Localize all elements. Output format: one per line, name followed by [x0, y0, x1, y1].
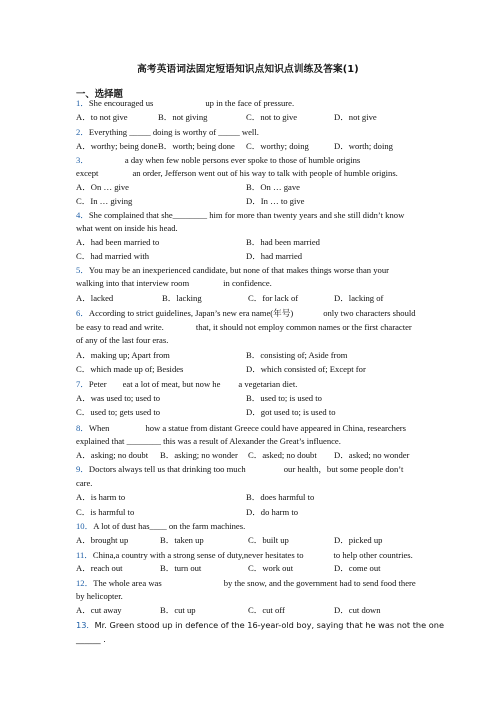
question-1-stem: 1．She encouraged us up in the face of pressure.	[76, 98, 295, 108]
option-a[interactable]: A．reach out	[76, 563, 123, 573]
option-d[interactable]: D．had married	[246, 251, 303, 261]
question-6-stem-line2: be easy to read and write. that, it should not employ common names or the first character	[76, 322, 412, 332]
option-d[interactable]: D．worth; doing	[334, 141, 393, 151]
question-8-stem-line2: explained that ________ this was a result of Alexander the Great’s influence.	[76, 436, 341, 446]
question-7-stem: 7．Peter eat a lot of meat, but now he a vegetarian diet.	[76, 379, 298, 389]
option-d[interactable]: D．not give	[334, 112, 377, 122]
option-b[interactable]: B．turn out	[160, 563, 202, 573]
question-13-stem-line2: ______ .	[76, 634, 106, 644]
option-a[interactable]: A．is harm to	[76, 492, 126, 502]
question-12-stem: 12．The whole area was by the snow, and the government had to send food there	[76, 578, 416, 588]
option-b[interactable]: B．not giving	[158, 112, 208, 122]
option-d[interactable]: D．do harm to	[246, 507, 299, 517]
question-6-stem-line3: of any of the last four eras.	[76, 335, 169, 345]
question-12-stem-line2: by helicopter.	[76, 591, 123, 601]
option-a[interactable]: A．was used to; used to	[76, 393, 161, 403]
question-9-stem-line2: care.	[76, 478, 93, 488]
option-a[interactable]: A．to not give	[76, 112, 128, 122]
question-8-stem: 8．When how a statue from distant Greece could have appeared in China, researchers	[76, 423, 407, 433]
question-number: 1．	[76, 98, 89, 108]
option-a[interactable]: A．making up; Apart from	[76, 350, 170, 360]
option-c[interactable]: C．asked; no doubt	[248, 450, 317, 460]
option-b[interactable]: B．cut up	[160, 605, 196, 615]
question-5-stem: 5．You may be an inexperienced candidate, but none of that makes things worse than your	[76, 265, 389, 275]
question-2-stem: 2．Everything _____ doing is worthy of _____ well.	[76, 127, 259, 137]
question-13-stem: 13．Mr. Green stood up in defence of the 16-year-old boy, saying that he was not the one	[76, 620, 444, 630]
option-d[interactable]: D．come out	[334, 563, 381, 573]
option-a[interactable]: A．asking; no doubt	[76, 450, 149, 460]
question-3-stem-line2: except an order, Jefferson went out of his way to talk with people of humble origins.	[76, 168, 398, 178]
option-c[interactable]: C．not to give	[246, 112, 298, 122]
question-10-stem: 10．A lot of dust has____ on the farm machines.	[76, 521, 246, 531]
option-c[interactable]: C．which made up of; Besides	[76, 364, 184, 374]
option-c[interactable]: C．used to; gets used to	[76, 407, 161, 417]
option-a[interactable]: A．worthy; being done	[76, 141, 158, 151]
option-b[interactable]: B．had been married	[246, 237, 320, 247]
option-c[interactable]: C．worthy; doing	[246, 141, 309, 151]
option-d[interactable]: D．got used to; is used to	[246, 407, 336, 417]
option-c[interactable]: C．had married with	[76, 251, 150, 261]
option-b[interactable]: B．consisting of; Aside from	[246, 350, 348, 360]
option-c[interactable]: C．cut off	[248, 605, 285, 615]
option-d[interactable]: D．picked up	[334, 535, 383, 545]
option-b[interactable]: B．does harmful to	[246, 492, 315, 502]
option-a[interactable]: A．had been married to	[76, 237, 160, 247]
question-4-stem-line2: what went on inside his head.	[76, 223, 178, 233]
question-11-stem: 11．China,a country with a strong sense of duty,never hesitates to to help other countries.	[76, 550, 413, 560]
document-title: 高考英语词法固定短语知识点知识点训练及答案(1)	[137, 64, 359, 75]
option-a[interactable]: A．brought up	[76, 535, 129, 545]
section-heading: 一、选择题	[76, 89, 123, 100]
option-b[interactable]: B．asking; no wonder	[160, 450, 238, 460]
option-c[interactable]: C．is harmful to	[76, 507, 135, 517]
option-a[interactable]: A．On … give	[76, 182, 129, 192]
question-4-stem: 4．She complained that she________ him for more than twenty years and she still didn’t know	[76, 210, 405, 220]
option-a[interactable]: A．cut away	[76, 605, 122, 615]
option-b[interactable]: B．used to; is used to	[246, 393, 322, 403]
question-3-stem: 3． a day when few noble persons ever spoke to those of humble origins	[76, 155, 361, 165]
question-5-stem-line2: walking into that interview room in confidence.	[76, 278, 272, 288]
option-b[interactable]: B．worth; being done	[158, 141, 235, 151]
option-c[interactable]: C．built up	[248, 535, 289, 545]
option-c[interactable]: C．for lack of	[248, 293, 299, 303]
option-b[interactable]: B．On … gave	[246, 182, 300, 192]
option-c[interactable]: C．work out	[248, 563, 294, 573]
option-d[interactable]: D．lacking of	[334, 293, 384, 303]
option-b[interactable]: B．taken up	[160, 535, 204, 545]
option-d[interactable]: D．cut down	[334, 605, 381, 615]
option-a[interactable]: A．lacked	[76, 293, 114, 303]
option-d[interactable]: D．In … to give	[246, 196, 305, 206]
option-d[interactable]: D．which consisted of; Except for	[246, 364, 366, 374]
option-b[interactable]: B．lacking	[162, 293, 202, 303]
question-6-stem: 6．According to strict guidelines, Japan’s new era name(年号) only two characters should	[76, 308, 416, 318]
question-9-stem: 9．Doctors always tell us that drinking too much our health，but some people don’t	[76, 464, 404, 474]
option-d[interactable]: D．asked; no wonder	[334, 450, 410, 460]
option-c[interactable]: C．In … giving	[76, 196, 133, 206]
